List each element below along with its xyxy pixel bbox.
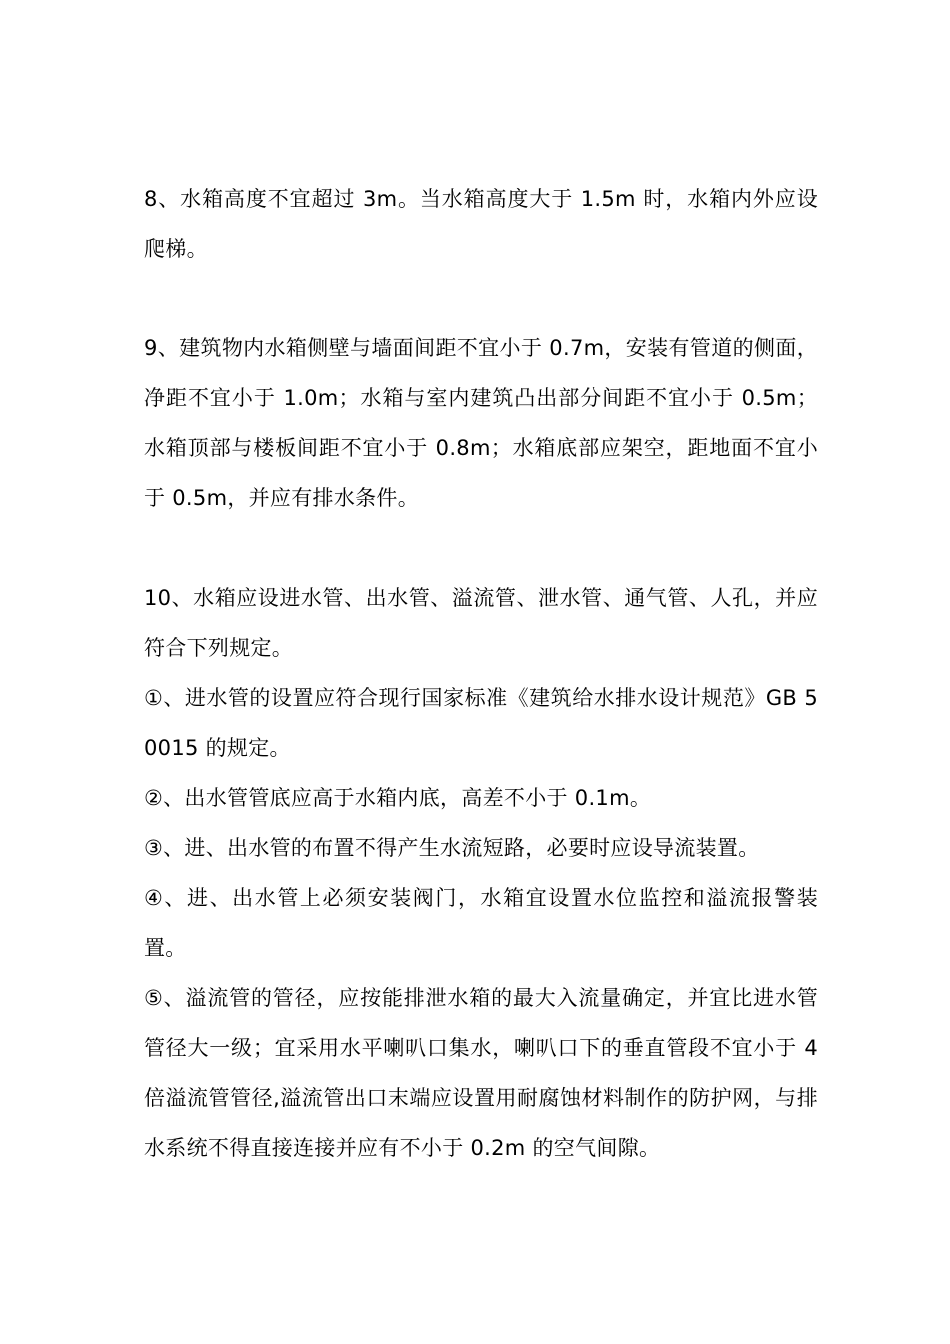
- section-8: [144, 174, 818, 274]
- list-item-2: ②、出水管管底应高于水箱内底，高差不小于 0.1m。: [144, 786, 652, 810]
- paragraph-9: 9、建筑物内水箱侧壁与墙面间距不宜小于 0.7m，安装有管道的侧面，净距不宜小于 1.0m；水箱与室内建筑凸出部分间距不宜小于 0.5m；水箱顶部与楼板间距不宜小于 0.8m；水箱底部应架空，距地面不宜小于 0.5m，并应有排水条件。: [144, 336, 818, 510]
- list-item-1: ①、进水管的设置应符合现行国家标准《建筑给水排水设计规范》GB 50015 的规定。: [144, 686, 818, 760]
- list-item-5: ⑤、溢流管的管径，应按能排泄水箱的最大入流量确定，并宜比进水管管径大一级；宜采用水平喇叭口集水，喇叭口下的垂直管段不宜小于 4 倍溢流管管径,溢流管出口末端应设置用耐腐蚀材料制作的防护网，与排水系统不得直接连接并应有不小于 0.2m 的空气间隙。: [144, 986, 818, 1160]
- list-item-3: ③、进、出水管的布置不得产生水流短路，必要时应设导流装置。: [144, 836, 760, 860]
- section-9: [144, 323, 818, 523]
- section-10: [144, 573, 818, 1173]
- paragraph-10-intro: 10、水箱应设进水管、出水管、溢流管、泄水管、通气管、人孔，并应符合下列规定。: [144, 586, 818, 660]
- paragraph-8: 8、水箱高度不宜超过 3m。当水箱高度大于 1.5m 时，水箱内外应设爬梯。: [144, 187, 818, 261]
- list-item-4: ④、进、出水管上必须安装阀门，水箱宜设置水位监控和溢流报警装置。: [144, 886, 818, 960]
